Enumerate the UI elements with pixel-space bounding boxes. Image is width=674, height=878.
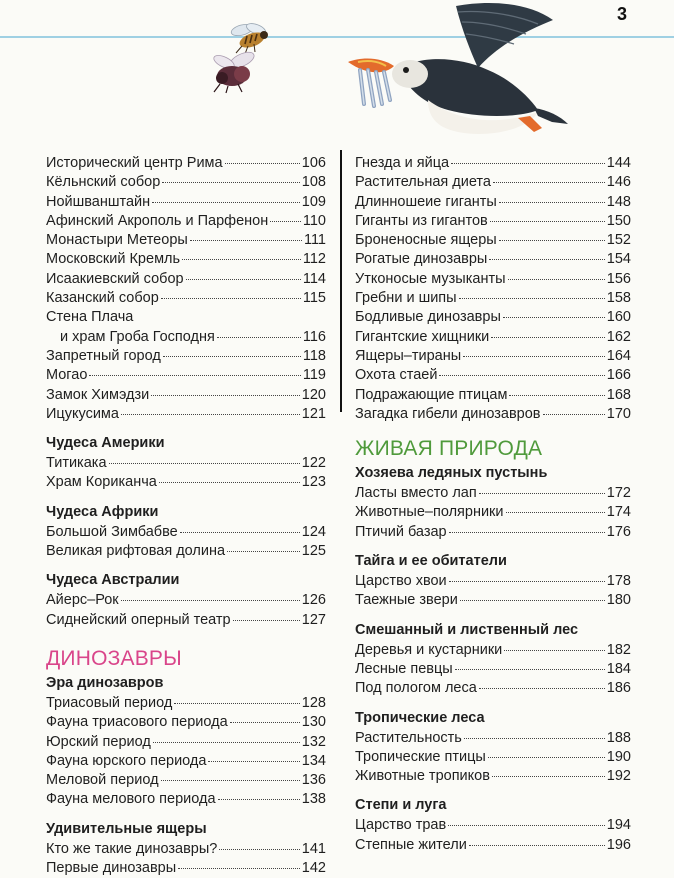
toc-entry-page: 115 [302,290,326,307]
dot-leader [233,620,300,621]
toc-entry [355,484,631,503]
toc-entry-page: 196 [606,836,631,853]
toc-entry [355,193,631,212]
toc-entry-title: Фауна триасового периода [46,714,228,731]
toc-entry [46,212,326,231]
toc-entry-page: 123 [301,474,326,491]
toc-entry-page: 166 [606,367,631,384]
toc-entry-page: 141 [301,840,326,857]
toc-entry-page: 192 [606,768,631,785]
toc-entry-page: 148 [606,193,631,210]
subsection-heading: Тайга и ее обитатели [355,553,507,570]
toc-entry-page: 174 [606,504,631,521]
toc-entry-title: Большой Зимбабве [46,523,178,540]
toc-entry [46,473,326,492]
toc-entry-page: 106 [301,155,326,171]
toc-entry [46,523,326,542]
toc-entry [355,591,631,610]
dot-leader [178,868,300,869]
section-heading-dinosaurs: ДИНОЗАВРЫ [46,646,182,670]
toc-entry-page: 146 [606,174,631,191]
dot-leader [489,259,604,260]
toc-entry [46,366,326,385]
toc-entry-page: 122 [301,455,326,472]
toc-entry-title: Юрский период [46,733,151,750]
dot-leader [459,298,605,299]
toc-entry-page: 150 [606,212,631,229]
dot-leader [490,221,605,222]
toc-entry [355,405,631,424]
toc-entry-page: 172 [606,485,631,502]
toc-entry-page: 132 [301,733,326,750]
toc-entry-page: 156 [606,270,631,287]
toc-entry [355,660,631,679]
toc-entry-page: 118 [302,347,326,364]
toc-entry-title: Исаакиевский собор [46,270,184,287]
toc-entry-title: Меловой период [46,772,159,789]
toc-entry-title: Ласты вместо лап [355,485,477,502]
toc-entry [355,523,631,542]
toc-entry [355,503,631,522]
toc-entry [46,154,326,173]
toc-entry-title: Животные–полярники [355,504,504,521]
dot-leader [121,414,300,415]
toc-entry [355,154,631,173]
toc-entry-title: Тропические птицы [355,748,486,765]
dot-leader [109,463,300,464]
toc-entry-page: 138 [301,791,326,808]
dot-leader [543,414,605,415]
toc-entry [46,231,326,250]
toc-entry-title: Утконосые музыканты [355,270,506,287]
toc-entry-page: 176 [606,523,631,540]
toc-entry-title: Сиднейский оперный театр [46,611,231,628]
toc-entry-page: 126 [301,592,326,609]
toc-entry-title: Царство хвои [355,573,447,590]
toc-entry-page: 108 [301,174,326,191]
toc-entry-title: Гнезда и яйца [355,155,450,171]
toc-entry-title: Гигантские хищники [355,328,490,345]
toc-entry-title: Фауна юрского периода [46,752,207,769]
dot-leader [463,356,605,357]
toc-entry [355,748,631,767]
dot-leader [449,532,605,533]
toc-entry [355,270,631,289]
dot-leader [161,780,300,781]
toc-entry-page: 194 [606,817,631,834]
toc-entry-title: Казанский собор [46,290,159,307]
toc-entry-title: Ящеры–тираны [355,347,462,364]
toc-entry-page: 160 [606,309,631,326]
toc-entry-title: Бодливые динозавры [355,309,501,326]
toc-entry [46,733,326,752]
toc-entry-title: Первые динозавры [46,860,177,877]
toc-entry [46,173,326,192]
toc-entry-title: Храм Кориканча [46,474,157,491]
toc-entry-page: 109 [301,193,326,210]
toc-entry-page: 144 [606,155,631,171]
toc-entry-title: Московский Кремль [46,251,181,268]
dot-leader [190,240,302,241]
dot-leader [151,395,300,396]
subsection-heading-africa: Чудеса Африки [46,503,159,520]
subsection-heading: Смешанный и лиственный лес [355,621,579,638]
dot-leader [153,742,300,743]
toc-entry [355,641,631,660]
toc-entry-page: 178 [606,573,631,590]
section-heading-nature: ЖИВАЯ ПРИРОДА [355,437,543,461]
toc-entry-page: 168 [606,386,631,403]
toc-entry-page: 130 [301,714,326,731]
toc-entry-title: Охота стаей [355,367,438,384]
toc-entry-title: Гребни и шипы [355,290,457,307]
toc-entry [46,771,326,790]
toc-entry-title: Нойшванштайн [46,193,151,210]
subsection-heading-america: Чудеса Америки [46,435,165,452]
toc-entry [355,173,631,192]
dot-leader [89,375,300,376]
dot-leader [182,259,301,260]
dot-leader [449,581,605,582]
toc-entry-title: и храм Гроба Господня [60,328,215,345]
dot-leader [161,298,301,299]
dot-leader [479,493,605,494]
toc-entry [355,572,631,591]
dot-leader [492,776,605,777]
toc-entry [46,347,326,366]
toc-entry-title: Гиганты из гигантов [355,212,488,229]
toc-entry-page: 180 [606,592,631,609]
dot-leader [504,650,605,651]
toc-entry-title: Царство трав [355,817,447,834]
toc-entry-page: 112 [302,251,326,268]
toc-entry-page: 114 [302,270,326,287]
dot-leader [506,512,605,513]
dot-leader [218,799,300,800]
subsection-heading: Тропические леса [355,709,485,726]
toc-entry-title: Рогатые динозавры [355,251,488,268]
toc-entry-title: Лесные певцы [355,660,453,677]
toc-entry-title: Запретный город [46,347,161,364]
toc-entry [355,386,631,405]
toc-entry [355,250,631,269]
dot-leader [208,761,299,762]
dot-leader [180,532,300,533]
toc-entry-title: Ицукусима [46,405,119,422]
dot-leader [499,202,605,203]
toc-entry [46,328,326,347]
toc-entry-page: 142 [301,860,326,877]
toc-entry-page: 186 [606,680,631,697]
dot-leader [488,757,605,758]
toc-entry-page: 158 [606,290,631,307]
toc-entry [46,454,326,473]
toc-entry-title: Монастыри Метеоры [46,232,188,249]
dot-leader [227,551,300,552]
subsection-heading: Степи и луга [355,797,447,814]
dot-leader [451,163,605,164]
toc-entry-page: 170 [606,405,631,422]
dot-leader [163,356,301,357]
toc-entry-title: Деревья и кустарники [355,641,503,658]
toc-entry-page: 164 [606,347,631,364]
toc-entry-title: Титикака [46,455,107,472]
toc-entry-page: 116 [302,328,326,345]
toc-entry [46,840,326,859]
toc-entry-title: Под пологом леса [355,680,477,697]
toc-entry [46,270,326,289]
toc-left-column [46,154,326,878]
toc-entry-page: 124 [301,523,326,540]
toc-entry [46,405,326,424]
dot-leader [186,279,301,280]
toc-entry-page: 111 [303,232,326,249]
toc-entry [46,752,326,771]
toc-entry-title: Степные жители [355,836,467,853]
toc-entry-page: 190 [606,748,631,765]
toc-entry [355,308,631,327]
toc-entry [355,289,631,308]
toc-entry-title: Загадка гибели динозавров [355,405,541,422]
dot-leader [464,738,605,739]
dot-leader [455,669,605,670]
dot-leader [121,600,300,601]
dot-leader [217,337,301,338]
toc-entry-title: Животные тропиков [355,768,490,785]
toc-entry [46,591,326,610]
toc-entry [46,289,326,308]
toc-entry-title: Триасовый период [46,694,173,711]
toc-entry [46,611,326,630]
toc-entry-title: Кто же такие динозавры? [46,840,218,857]
page-number: 3 [617,4,628,24]
toc-entry [46,790,326,809]
toc-entry-title: Кёльнский собор [46,174,161,191]
toc-entry-title: Великая рифтовая долина [46,543,226,560]
toc-entry-title: Растительность [355,729,462,746]
toc-entry-title: Броненосные ящеры [355,232,497,249]
subsection-heading: Хозяева ледяных пустынь [355,465,548,482]
toc-entry-title: Стена Плача [46,309,134,326]
dot-leader [439,375,604,376]
toc-entry-title: Афинский Акрополь и Парфенон [46,212,269,229]
toc-entry-page: 154 [606,251,631,268]
toc-entry [355,231,631,250]
toc-entry-page: 184 [606,660,631,677]
subsection-heading-era: Эра динозавров [46,674,164,691]
toc-entry-title: Подражающие птицам [355,386,508,403]
toc-entry-page: 121 [301,405,326,422]
toc-entry-page: 136 [301,772,326,789]
toc-entry [46,859,326,878]
toc-entry-page: 125 [301,543,326,560]
toc-entry [355,366,631,385]
dot-leader [499,240,605,241]
toc-entry [46,542,326,561]
subsection-heading-lizards: Удивительные ящеры [46,820,207,837]
toc-entry [46,386,326,405]
toc-entry [46,250,326,269]
dot-leader [159,482,300,483]
toc-entry-title: Айерс–Рок [46,592,119,609]
toc-entry [355,836,631,855]
dot-leader [174,703,300,704]
dot-leader [230,722,300,723]
dot-leader [460,600,605,601]
toc-entry-title: Исторический центр Рима [46,155,223,171]
dot-leader [270,221,301,222]
toc-entry-title: Птичий базар [355,523,447,540]
dot-leader [491,337,605,338]
toc-entry [355,729,631,748]
dot-leader [225,163,300,164]
toc-entry [355,767,631,786]
toc-entry [46,193,326,212]
toc-entry [355,816,631,835]
dot-leader [448,825,605,826]
dot-leader [493,182,605,183]
toc-entry [355,679,631,698]
toc-entry-page: 119 [302,367,326,384]
toc-entry-page: 162 [606,328,631,345]
bumblebee-illustration [202,50,264,94]
toc-entry-title: Фауна мелового периода [46,791,216,808]
toc-entry-page: 120 [301,386,326,403]
toc-entry-page: 182 [606,641,631,658]
column-divider [340,150,342,412]
toc-entry [355,328,631,347]
toc-entry-title: Могао [46,367,88,384]
toc-entry-title: Таежные звери [355,592,458,609]
dot-leader [469,845,605,846]
dot-leader [219,849,299,850]
toc-entry-page: 110 [302,212,326,229]
toc-right-column [355,154,631,855]
toc-entry-page: 134 [301,752,326,769]
toc-entry-page: 128 [301,694,326,711]
toc-entry-title: Замок Химэдзи [46,386,150,403]
dot-leader [509,395,604,396]
toc-entry-title: Длинношеие гиганты [355,193,497,210]
dot-leader [162,182,300,183]
puffin-illustration [338,0,618,150]
toc-entry-page: 188 [606,729,631,746]
dot-leader [152,202,300,203]
toc-entry [355,212,631,231]
dot-leader [479,688,605,689]
subsection-heading-australia: Чудеса Австралии [46,572,180,589]
toc-entry [355,347,631,366]
toc-entry-title: Растительная диета [355,174,491,191]
toc-entry [46,694,326,713]
toc-entry [46,713,326,732]
dot-leader [503,317,605,318]
toc-entry-page: 152 [606,232,631,249]
dot-leader [508,279,605,280]
toc-entry-page: 127 [301,611,326,628]
